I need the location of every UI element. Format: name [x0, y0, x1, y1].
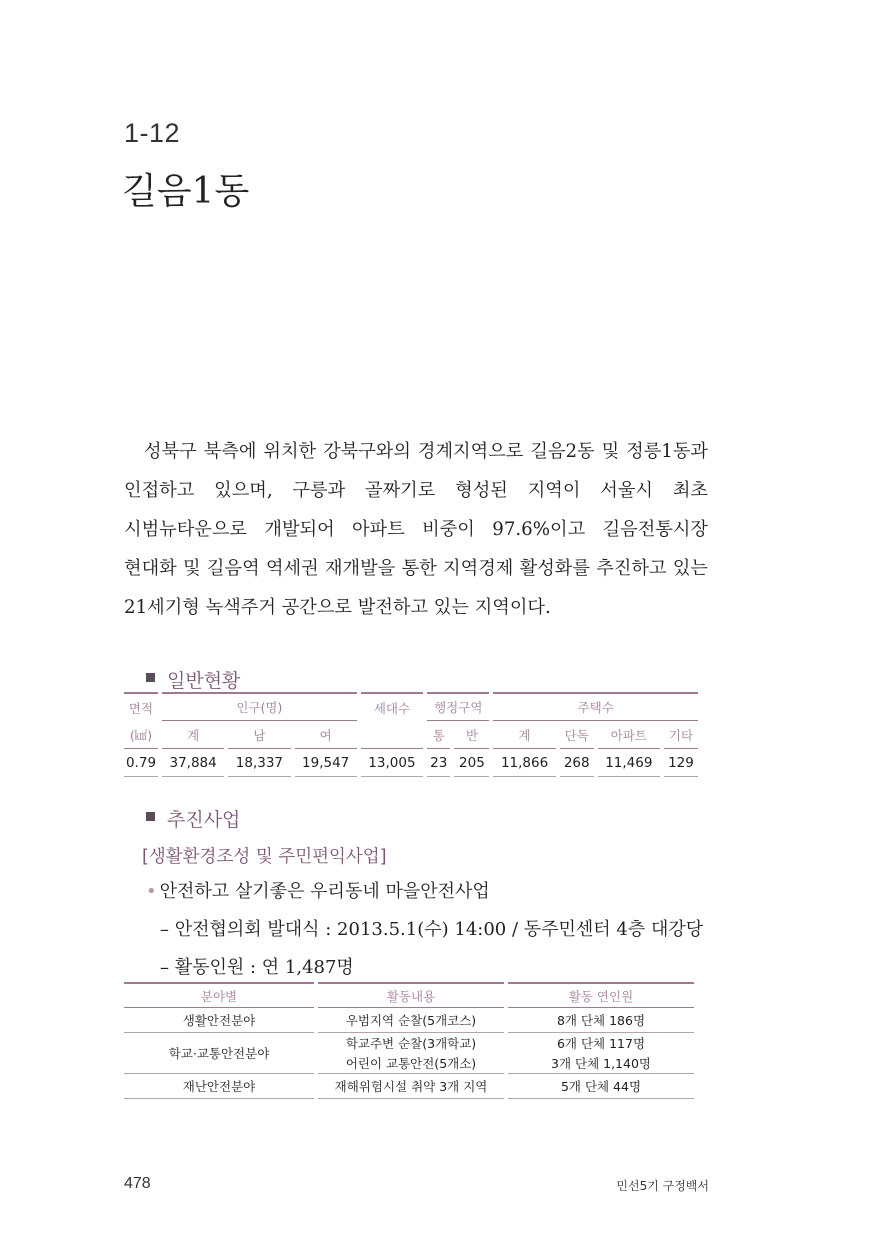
cell-other: 129: [664, 749, 698, 777]
col-households-blank: [361, 721, 423, 749]
section-number: 1-12: [124, 118, 181, 148]
col-pop-male: 남: [228, 721, 290, 749]
table-row: [124, 749, 698, 777]
cell-content: 어린이 교통안전(5개소): [318, 1053, 504, 1074]
col-pop-female: 여: [295, 721, 357, 749]
cell-field: 재난안전분야: [124, 1074, 314, 1099]
cell-housing-total: 11,866: [493, 749, 555, 777]
dot-bullet-icon: •: [146, 881, 157, 902]
col-housing: 주택수: [493, 692, 698, 721]
cell-field: 학교·교통안전분야: [124, 1033, 314, 1074]
cell-apartment: 11,469: [598, 749, 660, 777]
col-pop-total: 계: [162, 721, 224, 749]
table-row: [124, 1008, 694, 1033]
col-apartment: 아파트: [598, 721, 660, 749]
heading-label: 일반현황: [167, 670, 241, 692]
col-content: 활동내용: [318, 982, 504, 1008]
cell-people: 5개 단체 44명: [508, 1074, 694, 1099]
col-ban: 반: [454, 721, 489, 749]
col-tong: 통: [427, 721, 450, 749]
page-title: 길음1동: [122, 171, 250, 212]
project-detail-ceremony: – 안전협의회 발대식 : 2013.5.1(수) 14:00 / 동주민센터 4층 대강당: [160, 919, 704, 940]
col-population: 인구(명): [162, 692, 357, 721]
cell-content: 재해위험시설 취약 3개 지역: [318, 1074, 504, 1099]
project-item: [146, 877, 490, 903]
cell-area: 0.79: [124, 749, 158, 777]
cell-ban: 205: [454, 749, 489, 777]
col-area: 면적: [124, 692, 158, 721]
cell-tong: 23: [427, 749, 450, 777]
square-bullet-icon: [146, 812, 155, 821]
cell-pop-male: 18,337: [228, 749, 290, 777]
col-other: 기타: [664, 721, 698, 749]
cell-people: 8개 단체 186명: [508, 1008, 694, 1033]
square-bullet-icon: [146, 673, 155, 682]
book-title: 민선5기 구정백서: [616, 1179, 709, 1193]
table-row: [124, 1074, 694, 1099]
col-detached: 단독: [560, 721, 594, 749]
activity-table: [120, 982, 698, 1099]
cell-content: 우범지역 순찰(5개코스): [318, 1008, 504, 1033]
cell-pop-total: 37,884: [162, 749, 224, 777]
project-detail-members: – 활동인원 : 연 1,487명: [160, 957, 354, 978]
intro-paragraph: 성북구 북측에 위치한 강북구와의 경계지역으로 길음2동 및 정릉1동과 인접하고 있으며, 구릉과 골짜기로 형성된 지역이 서울시 최초 시범뉴타운으로 개발되어 아파트 비중이 97.6%이고 길음전통시장 현대화 및 길음역 역세권 재개발을 통한 지역경제 활성화를 추진하고 있는 21세기형 녹색주거 공간으로 발전하고 있는 지역이다.: [124, 441, 708, 618]
cell-detached: 268: [560, 749, 594, 777]
cell-people: 3개 단체 1,140명: [508, 1053, 694, 1074]
col-field: 분야별: [124, 982, 314, 1008]
heading-label: 추진사업: [167, 809, 241, 831]
page-number: 478: [124, 1175, 151, 1192]
cell-people: 6개 단체 117명: [556, 1036, 646, 1051]
col-housing-total: 계: [493, 721, 555, 749]
cell-pop-female: 19,547: [295, 749, 357, 777]
col-households: 세대수: [361, 692, 423, 721]
cell-field: 생활안전분야: [124, 1008, 314, 1033]
col-people: 활동 연인원: [508, 982, 694, 1008]
table-row: [124, 1033, 694, 1053]
col-area-unit: (㎢): [124, 721, 158, 749]
projects-subheading: [생활환경조성 및 주민편익사업]: [142, 847, 387, 867]
project-item-label: 안전하고 살기좋은 우리동네 마을안전사업: [159, 881, 490, 902]
projects-heading: [146, 805, 240, 832]
general-status-table: [120, 692, 702, 777]
col-admin: 행정구역: [427, 692, 489, 721]
general-status-heading: [146, 666, 240, 693]
cell-households: 13,005: [361, 749, 423, 777]
cell-content: 학교주변 순찰(3개학교): [345, 1036, 477, 1051]
